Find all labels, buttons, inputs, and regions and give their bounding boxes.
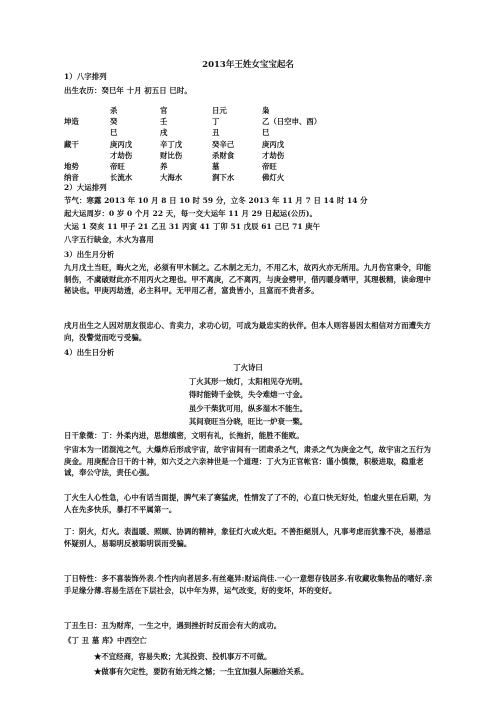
grid-cell: 壬	[160, 117, 168, 127]
grid-cell: 枭	[262, 106, 270, 115]
day-paragraph: 日干象徵：丁：外柔内进，思想缜密，文明有礼，长拖折，能胜不能败。	[64, 431, 304, 440]
dayun-line: 大运 1 癸亥 11 甲子 21 乙丑 31 丙寅 41 丁卯 51 戊辰 61 己巳 71 庚午	[64, 222, 321, 231]
grid-cell: 庚丙戊	[110, 139, 133, 149]
wuxing-line: 八字五行缺金，木火为喜用	[64, 235, 154, 244]
grid-cell: 辛丁戊	[160, 139, 183, 149]
grid-cell: 帝旺	[262, 161, 277, 171]
star-note: ★做事有欠定性，要防有始无终之憾；一生宜加强人际融洽关系。	[94, 667, 309, 676]
grid-label: 藏干	[64, 139, 79, 149]
grid-cell: 癸辛己	[212, 139, 235, 149]
document-title: 2013年王姓女宝宝起名	[202, 60, 294, 70]
grid-cell: 丑	[212, 128, 220, 138]
section-heading-month: 3）出生月分析	[64, 250, 115, 259]
grid-cell: 长流水	[110, 173, 133, 183]
section-heading-day: 4）出生日分析	[64, 348, 115, 357]
grid-label: 纳音	[64, 173, 79, 183]
grid-cell: 杀	[110, 106, 118, 115]
section-heading-bazi: 1）八字排列	[64, 72, 107, 81]
grid-cell: 墓	[212, 161, 220, 171]
grid-cell: 戌	[160, 128, 168, 138]
star-note: ★不宜经商，容易失败；尤其投资、投机事万不可做。	[94, 652, 272, 661]
grid-cell: 帝旺	[110, 161, 125, 171]
poem-line: 丁火其形一烛灯，太阳相见夺光明。	[188, 376, 308, 386]
grid-cell: 巳	[110, 128, 118, 138]
grid-cell: 杀财食	[212, 150, 235, 160]
grid-cell: 日元	[212, 106, 227, 115]
poem-title: 丁火诗曰	[233, 363, 263, 372]
jieqi-line: 节气：寒露 2013 年 10 月 8 日 10 时 59 分，立冬 2013 年 11 月 7 日 14 时 14 分	[64, 196, 368, 205]
grid-cell: 才劫伤	[110, 150, 133, 160]
month-paragraph: 九月戊土当旺，晦火之光，必须有甲木制之。乙木制之无力，不用乙木，故丙火亦无所用。九月伤官秉令，印能制伤，不虞破财此亦不用丙火之理也。甲不离庚，乙不离丙，与庚金劈甲，借丙暖身晒甲，其理极精，读命理中秘诀也。甲庚丙劫透，必主科甲。无甲用乙者，富贵皆小，且富而不贵者多。	[64, 263, 432, 296]
grid-cell: 乙（日空申、酉）	[262, 117, 322, 127]
grid-cell: 癸	[110, 117, 118, 127]
grid-label: 坤造	[64, 117, 79, 127]
section-heading-dayun: 2）大运排列	[64, 183, 107, 192]
grid-cell: 巳	[262, 128, 270, 138]
grid-cell: 丁	[212, 117, 220, 127]
day-paragraph: 丁：阴火，灯火。表温暖、照顾、协调的精神，象征灯火或火炬。不善拒絕別人，凡事考虑而犹豫不决，易潜忌怀疑别人，易聪明反被聪明误而受骗。	[64, 527, 432, 548]
month-paragraph: 戌月出生之人因对朋友很忠心、肯卖力，求功心切，可成为最忠实的伙伴。但本人则容易因太相信对方而遭失方向，没警觉而吃亏受骗。	[64, 321, 432, 342]
day-paragraph: 丁日特性：多不喜装饰外表.个性内向者居多.有丝毫异:财运尚佳.一心一意想存钱居多.有收藏收集物品的嗜好.亲手足缘分薄.容易生活在下层社会，以中年为界，运气改变，好的变坏，坏的变好。	[64, 574, 433, 595]
subheading-dingchou: 《丁 丑 墓 库》中西空亡	[64, 636, 147, 645]
grid-cell: 才劫伤	[262, 150, 285, 160]
birth-info: 出生农历：癸巳年 十月 初五日 巳时。	[64, 86, 192, 95]
poem	[0, 362, 496, 430]
grid-cell: 庚丙戊	[262, 139, 285, 149]
day-paragraph: 丁火生人心性急，心中有话当面提，脾气来了赛猛虎，性情发了了不的，心直口快无好处，怕虚火里在后期，为人在先多快乐，暴打不平属第一。	[64, 493, 432, 514]
grid-cell: 官	[160, 106, 168, 115]
grid-cell: 大海水	[160, 173, 183, 183]
qiyun-line: 起大运周岁：0 岁 0 个月 22 天，每一交大运年 11 月 29 日起运(公历)。	[64, 209, 317, 218]
grid-cell: 财比伤	[160, 150, 183, 160]
poem-line: 得时能铸千金铁，失令难熔一寸金。	[188, 390, 308, 400]
day-paragraph: 丁丑生日：丑为财库，一生之中，遇到挫折时反而会有大的成功。	[64, 621, 282, 630]
grid-label: 地势	[64, 161, 79, 171]
poem-line: 虽少干柴犹可用，纵多湿木不能生。	[188, 403, 308, 413]
grid-cell: 养	[160, 161, 168, 171]
grid-cell: 涧下水	[212, 173, 235, 183]
grid-cell: 佛灯火	[262, 173, 285, 183]
poem-line: 其间衰旺当分晓，旺比一炉衰一檠。	[188, 417, 308, 427]
day-paragraph: 宇宙本为一团混沌之气，大爆炸后形成宇宙，故宇宙间有一团肃杀之气，肃杀之气为庚金之气，故宇宙之五行为庚金。用庚配合日干的十神，如六爻之六亲神世是一个道理：丁火为正官帐官：谨小慎微，积极进取，稳重老诚，奉公守法，责任心强。	[64, 445, 432, 478]
